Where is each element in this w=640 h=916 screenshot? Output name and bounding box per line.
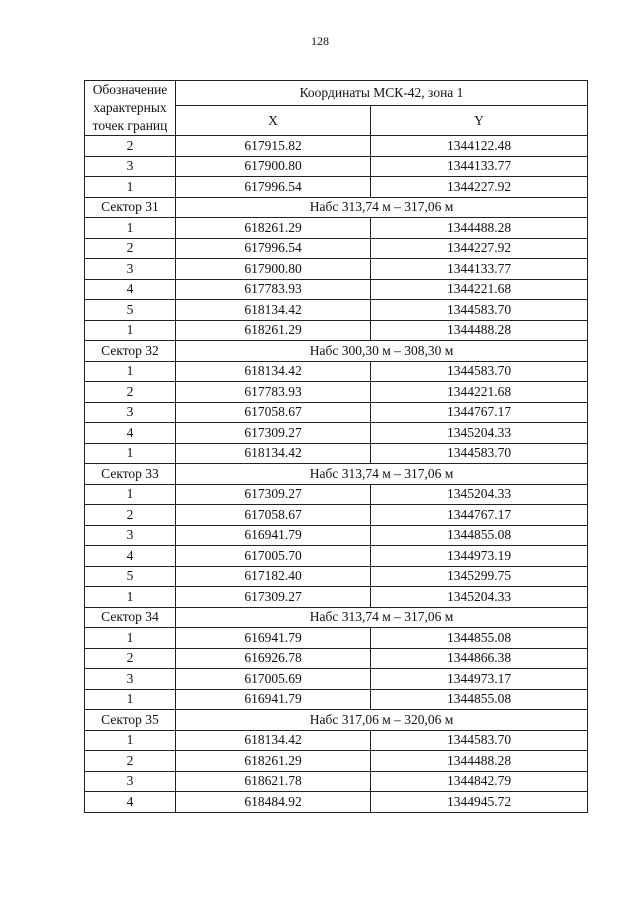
coordinates-table	[84, 80, 588, 813]
y-coordinate-cell: 1344227.92	[371, 238, 588, 259]
point-number-cell: 4	[85, 546, 176, 567]
y-coordinate-cell: 1344488.28	[371, 218, 588, 239]
x-coordinate-cell: 618484.92	[176, 792, 371, 813]
point-number-cell: 1	[85, 218, 176, 239]
point-number-cell: 2	[85, 238, 176, 259]
x-coordinate-cell: 617005.70	[176, 546, 371, 567]
point-header-line: Обозначение	[92, 82, 168, 97]
x-coordinate-cell: 616941.79	[176, 689, 371, 710]
sector-header-row	[85, 464, 588, 485]
point-number-cell: 3	[85, 771, 176, 792]
x-coordinate-cell: 617996.54	[176, 177, 371, 198]
x-coordinate-cell: 617996.54	[176, 238, 371, 259]
x-coordinate-cell: 618261.29	[176, 751, 371, 772]
table-body	[85, 136, 588, 813]
point-number-cell: 3	[85, 525, 176, 546]
table-row	[85, 669, 588, 690]
point-number-cell: 1	[85, 628, 176, 649]
y-coordinate-cell: 1344488.28	[371, 320, 588, 341]
sector-header-row	[85, 197, 588, 218]
point-number-cell: 2	[85, 648, 176, 669]
x-coordinate-cell: 616941.79	[176, 628, 371, 649]
table-row	[85, 177, 588, 198]
y-coordinate-cell: 1344855.08	[371, 689, 588, 710]
page-number: 128	[311, 34, 329, 48]
table-row	[85, 546, 588, 567]
x-coordinate-cell: 618261.29	[176, 218, 371, 239]
point-number-cell: 4	[85, 792, 176, 813]
y-coordinate-cell: 1344122.48	[371, 136, 588, 157]
y-coordinate-cell: 1344855.08	[371, 628, 588, 649]
table-row	[85, 689, 588, 710]
y-column-header: Y	[371, 106, 588, 136]
y-coordinate-cell: 1344133.77	[371, 156, 588, 177]
y-coordinate-cell: 1344227.92	[371, 177, 588, 198]
y-coordinate-cell: 1344842.79	[371, 771, 588, 792]
x-coordinate-cell: 617900.80	[176, 156, 371, 177]
table-header	[85, 81, 588, 136]
point-number-cell: 1	[85, 689, 176, 710]
x-coordinate-cell: 617309.27	[176, 587, 371, 608]
table-row	[85, 402, 588, 423]
x-coordinate-cell: 618134.42	[176, 300, 371, 321]
point-header-line: характерных	[93, 100, 167, 115]
x-coordinate-cell: 618621.78	[176, 771, 371, 792]
point-number-cell: 3	[85, 259, 176, 280]
table-row	[85, 505, 588, 526]
y-coordinate-cell: 1344488.28	[371, 751, 588, 772]
x-coordinate-cell: 617900.80	[176, 259, 371, 280]
point-number-cell: 2	[85, 751, 176, 772]
y-coordinate-cell: 1344221.68	[371, 382, 588, 403]
point-number-cell: 1	[85, 443, 176, 464]
table-row	[85, 382, 588, 403]
point-number-cell: 3	[85, 156, 176, 177]
point-number-cell: 1	[85, 177, 176, 198]
table-row	[85, 648, 588, 669]
y-coordinate-cell: 1344945.72	[371, 792, 588, 813]
sector-elevation-cell: Набс 313,74 м – 317,06 м	[176, 464, 588, 485]
table-row	[85, 238, 588, 259]
table-row	[85, 320, 588, 341]
point-number-cell: 1	[85, 361, 176, 382]
table-row	[85, 279, 588, 300]
point-number-cell: 3	[85, 669, 176, 690]
x-coordinate-cell: 618261.29	[176, 320, 371, 341]
x-coordinate-cell: 618134.42	[176, 361, 371, 382]
x-coordinate-cell: 618134.42	[176, 730, 371, 751]
coordinates-system-header: Координаты МСК-42, зона 1	[176, 81, 588, 106]
sector-elevation-cell: Набс 313,74 м – 317,06 м	[176, 197, 588, 218]
header-row-title	[85, 81, 588, 106]
table-row	[85, 771, 588, 792]
y-coordinate-cell: 1344583.70	[371, 361, 588, 382]
point-designation-header	[85, 81, 176, 136]
x-coordinate-cell: 618134.42	[176, 443, 371, 464]
point-number-cell: 3	[85, 402, 176, 423]
sector-elevation-cell: Набс 317,06 м – 320,06 м	[176, 710, 588, 731]
table-row	[85, 587, 588, 608]
y-coordinate-cell: 1344973.19	[371, 546, 588, 567]
point-number-cell: 1	[85, 730, 176, 751]
y-coordinate-cell: 1344855.08	[371, 525, 588, 546]
x-coordinate-cell: 616926.78	[176, 648, 371, 669]
x-coordinate-cell: 617309.27	[176, 484, 371, 505]
x-coordinate-cell: 617783.93	[176, 382, 371, 403]
sector-header-row	[85, 341, 588, 362]
x-coordinate-cell: 617058.67	[176, 505, 371, 526]
y-coordinate-cell: 1344133.77	[371, 259, 588, 280]
point-number-cell: 2	[85, 505, 176, 526]
table-row	[85, 259, 588, 280]
sector-name-cell: Сектор 35	[85, 710, 176, 731]
table-row	[85, 423, 588, 444]
x-coordinate-cell: 617005.69	[176, 669, 371, 690]
table-row	[85, 484, 588, 505]
point-number-cell: 1	[85, 484, 176, 505]
table-row	[85, 218, 588, 239]
point-number-cell: 5	[85, 300, 176, 321]
y-coordinate-cell: 1344767.17	[371, 505, 588, 526]
sector-elevation-cell: Набс 313,74 м – 317,06 м	[176, 607, 588, 628]
table-row	[85, 751, 588, 772]
table-row	[85, 730, 588, 751]
point-header-line: точек границ	[92, 118, 168, 133]
table-row	[85, 361, 588, 382]
x-coordinate-cell: 617309.27	[176, 423, 371, 444]
y-coordinate-cell: 1345204.33	[371, 423, 588, 444]
sector-name-cell: Сектор 32	[85, 341, 176, 362]
y-coordinate-cell: 1345204.33	[371, 484, 588, 505]
point-number-cell: 5	[85, 566, 176, 587]
table-row	[85, 300, 588, 321]
table-row	[85, 136, 588, 157]
sector-elevation-cell: Набс 300,30 м – 308,30 м	[176, 341, 588, 362]
sector-name-cell: Сектор 31	[85, 197, 176, 218]
sector-name-cell: Сектор 34	[85, 607, 176, 628]
y-coordinate-cell: 1344221.68	[371, 279, 588, 300]
x-coordinate-cell: 617058.67	[176, 402, 371, 423]
table-row	[85, 628, 588, 649]
y-coordinate-cell: 1344583.70	[371, 443, 588, 464]
x-column-header: X	[176, 106, 371, 136]
point-number-cell: 4	[85, 279, 176, 300]
sector-name-cell: Сектор 33	[85, 464, 176, 485]
point-number-cell: 2	[85, 382, 176, 403]
table-row	[85, 525, 588, 546]
y-coordinate-cell: 1345299.75	[371, 566, 588, 587]
y-coordinate-cell: 1344583.70	[371, 730, 588, 751]
table-row	[85, 443, 588, 464]
point-number-cell: 1	[85, 320, 176, 341]
point-number-cell: 1	[85, 587, 176, 608]
y-coordinate-cell: 1344973.17	[371, 669, 588, 690]
y-coordinate-cell: 1344767.17	[371, 402, 588, 423]
table-row	[85, 566, 588, 587]
sector-header-row	[85, 607, 588, 628]
table-row	[85, 792, 588, 813]
point-number-cell: 4	[85, 423, 176, 444]
x-coordinate-cell: 617783.93	[176, 279, 371, 300]
x-coordinate-cell: 617915.82	[176, 136, 371, 157]
sector-header-row	[85, 710, 588, 731]
y-coordinate-cell: 1345204.33	[371, 587, 588, 608]
x-coordinate-cell: 616941.79	[176, 525, 371, 546]
point-number-cell: 2	[85, 136, 176, 157]
x-coordinate-cell: 617182.40	[176, 566, 371, 587]
y-coordinate-cell: 1344583.70	[371, 300, 588, 321]
table-row	[85, 156, 588, 177]
y-coordinate-cell: 1344866.38	[371, 648, 588, 669]
